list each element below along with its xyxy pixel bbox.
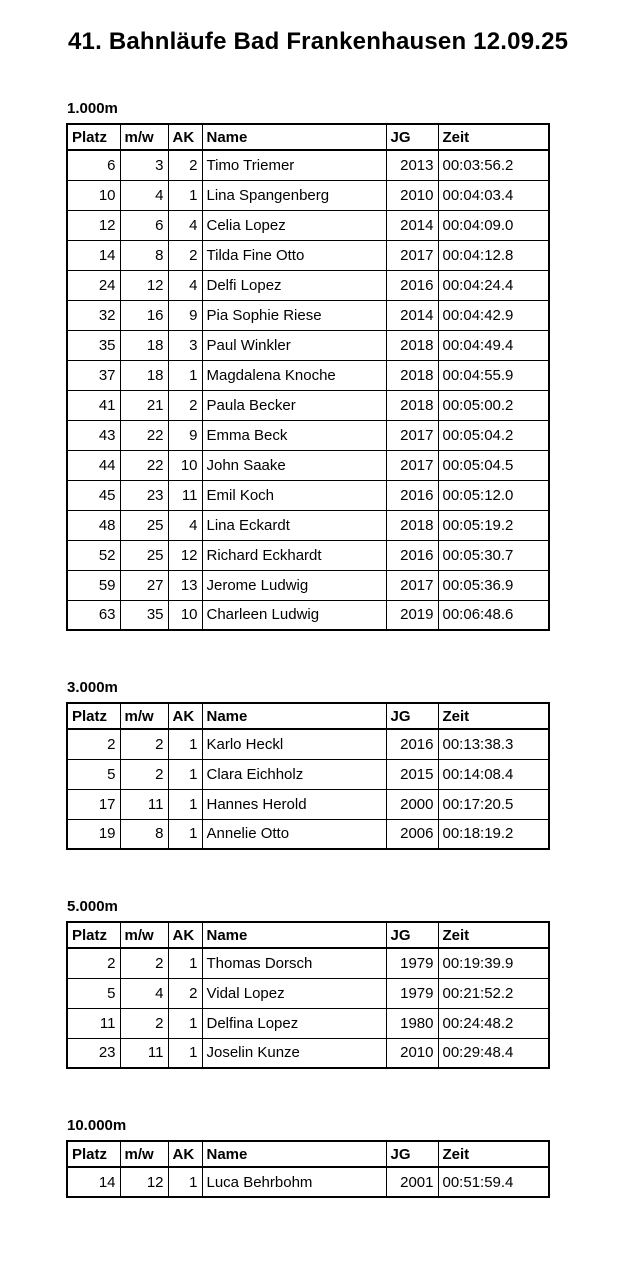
- column-header-platz: Platz: [67, 703, 120, 729]
- cell-name: Emil Koch: [202, 480, 386, 510]
- cell-ak: 12: [168, 540, 202, 570]
- column-header-jg: JG: [386, 922, 438, 948]
- cell-jg: 2016: [386, 540, 438, 570]
- cell-jg: 2001: [386, 1167, 438, 1197]
- cell-ak: 1: [168, 180, 202, 210]
- cell-platz: 37: [67, 360, 120, 390]
- cell-mw: 2: [120, 1008, 168, 1038]
- cell-platz: 11: [67, 1008, 120, 1038]
- cell-platz: 41: [67, 390, 120, 420]
- table-row: [67, 729, 549, 759]
- cell-jg: 2013: [386, 150, 438, 180]
- cell-jg: 2016: [386, 729, 438, 759]
- cell-ak: 13: [168, 570, 202, 600]
- cell-name: John Saake: [202, 450, 386, 480]
- cell-ak: 1: [168, 360, 202, 390]
- column-header-name: Name: [202, 124, 386, 150]
- cell-name: Timo Triemer: [202, 150, 386, 180]
- cell-platz: 2: [67, 729, 120, 759]
- cell-ak: 1: [168, 948, 202, 978]
- cell-zeit: 00:04:09.0: [438, 210, 549, 240]
- cell-zeit: 00:17:20.5: [438, 789, 549, 819]
- results-table: [66, 702, 550, 850]
- cell-mw: 22: [120, 420, 168, 450]
- cell-platz: 6: [67, 150, 120, 180]
- race-title: 1.000m: [67, 100, 118, 117]
- cell-mw: 2: [120, 948, 168, 978]
- cell-jg: 2019: [386, 600, 438, 630]
- cell-zeit: 00:04:03.4: [438, 180, 549, 210]
- table-row: [67, 1167, 549, 1197]
- column-header-name: Name: [202, 1141, 386, 1167]
- column-header-name: Name: [202, 703, 386, 729]
- cell-jg: 2017: [386, 450, 438, 480]
- cell-ak: 1: [168, 1008, 202, 1038]
- cell-zeit: 00:03:56.2: [438, 150, 549, 180]
- cell-zeit: 00:06:48.6: [438, 600, 549, 630]
- column-header-platz: Platz: [67, 1141, 120, 1167]
- table-row: [67, 600, 549, 630]
- cell-zeit: 00:14:08.4: [438, 759, 549, 789]
- cell-ak: 1: [168, 1167, 202, 1197]
- cell-platz: 48: [67, 510, 120, 540]
- table-row: [67, 1038, 549, 1068]
- cell-zeit: 00:05:04.5: [438, 450, 549, 480]
- cell-mw: 2: [120, 729, 168, 759]
- cell-mw: 27: [120, 570, 168, 600]
- cell-ak: 4: [168, 510, 202, 540]
- cell-name: Annelie Otto: [202, 819, 386, 849]
- table-row: [67, 210, 549, 240]
- cell-name: Joselin Kunze: [202, 1038, 386, 1068]
- cell-mw: 4: [120, 978, 168, 1008]
- cell-ak: 4: [168, 270, 202, 300]
- cell-jg: 2014: [386, 210, 438, 240]
- cell-zeit: 00:51:59.4: [438, 1167, 549, 1197]
- cell-mw: 3: [120, 150, 168, 180]
- cell-zeit: 00:19:39.9: [438, 948, 549, 978]
- cell-platz: 52: [67, 540, 120, 570]
- cell-zeit: 00:13:38.3: [438, 729, 549, 759]
- cell-ak: 1: [168, 729, 202, 759]
- cell-ak: 10: [168, 450, 202, 480]
- column-header-jg: JG: [386, 124, 438, 150]
- table-row: [67, 570, 549, 600]
- cell-mw: 11: [120, 789, 168, 819]
- cell-platz: 35: [67, 330, 120, 360]
- cell-platz: 19: [67, 819, 120, 849]
- results-table: [66, 921, 550, 1069]
- table-row: [67, 450, 549, 480]
- column-header-platz: Platz: [67, 124, 120, 150]
- table-row: [67, 300, 549, 330]
- cell-mw: 25: [120, 540, 168, 570]
- cell-zeit: 00:04:55.9: [438, 360, 549, 390]
- cell-zeit: 00:21:52.2: [438, 978, 549, 1008]
- table-row: [67, 819, 549, 849]
- cell-zeit: 00:05:12.0: [438, 480, 549, 510]
- cell-platz: 10: [67, 180, 120, 210]
- results-container: [66, 100, 634, 1198]
- cell-ak: 2: [168, 390, 202, 420]
- cell-mw: 8: [120, 819, 168, 849]
- table-row: [67, 360, 549, 390]
- column-header-zeit: Zeit: [438, 1141, 549, 1167]
- column-header-mw: m/w: [120, 703, 168, 729]
- column-header-ak: AK: [168, 922, 202, 948]
- race-section: [66, 898, 634, 1069]
- cell-ak: 2: [168, 150, 202, 180]
- table-row: [67, 150, 549, 180]
- cell-name: Delfina Lopez: [202, 1008, 386, 1038]
- cell-jg: 2016: [386, 270, 438, 300]
- column-header-zeit: Zeit: [438, 703, 549, 729]
- table-row: [67, 510, 549, 540]
- cell-jg: 2016: [386, 480, 438, 510]
- race-section: [66, 100, 634, 631]
- column-header-zeit: Zeit: [438, 922, 549, 948]
- cell-platz: 32: [67, 300, 120, 330]
- cell-mw: 8: [120, 240, 168, 270]
- cell-name: Lina Eckardt: [202, 510, 386, 540]
- cell-zeit: 00:05:36.9: [438, 570, 549, 600]
- cell-mw: 18: [120, 330, 168, 360]
- cell-jg: 1980: [386, 1008, 438, 1038]
- race-title: 3.000m: [67, 679, 118, 696]
- column-header-ak: AK: [168, 1141, 202, 1167]
- cell-zeit: 00:18:19.2: [438, 819, 549, 849]
- cell-mw: 18: [120, 360, 168, 390]
- cell-mw: 16: [120, 300, 168, 330]
- column-header-jg: JG: [386, 1141, 438, 1167]
- table-row: [67, 270, 549, 300]
- cell-platz: 12: [67, 210, 120, 240]
- cell-mw: 12: [120, 270, 168, 300]
- cell-jg: 2010: [386, 1038, 438, 1068]
- column-header-mw: m/w: [120, 124, 168, 150]
- cell-name: Paula Becker: [202, 390, 386, 420]
- cell-ak: 9: [168, 300, 202, 330]
- cell-mw: 12: [120, 1167, 168, 1197]
- cell-jg: 1979: [386, 978, 438, 1008]
- cell-zeit: 00:04:24.4: [438, 270, 549, 300]
- table-row: [67, 948, 549, 978]
- cell-platz: 45: [67, 480, 120, 510]
- cell-zeit: 00:04:42.9: [438, 300, 549, 330]
- column-header-zeit: Zeit: [438, 124, 549, 150]
- cell-mw: 6: [120, 210, 168, 240]
- cell-platz: 44: [67, 450, 120, 480]
- cell-jg: 2018: [386, 390, 438, 420]
- cell-ak: 1: [168, 759, 202, 789]
- cell-name: Richard Eckhardt: [202, 540, 386, 570]
- cell-ak: 11: [168, 480, 202, 510]
- page-title: 41. Bahnläufe Bad Frankenhausen 12.09.25: [68, 28, 569, 55]
- cell-name: Magdalena Knoche: [202, 360, 386, 390]
- cell-mw: 25: [120, 510, 168, 540]
- cell-name: Lina Spangenberg: [202, 180, 386, 210]
- race-section: [66, 1117, 634, 1198]
- cell-ak: 9: [168, 420, 202, 450]
- cell-ak: 1: [168, 789, 202, 819]
- cell-platz: 5: [67, 978, 120, 1008]
- cell-jg: 2000: [386, 789, 438, 819]
- column-header-ak: AK: [168, 703, 202, 729]
- cell-platz: 5: [67, 759, 120, 789]
- cell-ak: 1: [168, 1038, 202, 1068]
- cell-mw: 22: [120, 450, 168, 480]
- table-row: [67, 480, 549, 510]
- cell-ak: 4: [168, 210, 202, 240]
- cell-jg: 2010: [386, 180, 438, 210]
- cell-zeit: 00:05:30.7: [438, 540, 549, 570]
- table-row: [67, 330, 549, 360]
- cell-platz: 43: [67, 420, 120, 450]
- cell-ak: 3: [168, 330, 202, 360]
- table-row: [67, 180, 549, 210]
- cell-mw: 4: [120, 180, 168, 210]
- cell-name: Celia Lopez: [202, 210, 386, 240]
- table-row: [67, 1008, 549, 1038]
- cell-jg: 2017: [386, 240, 438, 270]
- cell-jg: 2018: [386, 510, 438, 540]
- race-title: 5.000m: [67, 898, 118, 915]
- cell-mw: 11: [120, 1038, 168, 1068]
- cell-name: Luca Behrbohm: [202, 1167, 386, 1197]
- cell-ak: 2: [168, 240, 202, 270]
- header-row: [67, 1141, 549, 1167]
- cell-zeit: 00:05:04.2: [438, 420, 549, 450]
- cell-mw: 21: [120, 390, 168, 420]
- cell-jg: 2018: [386, 360, 438, 390]
- cell-name: Paul Winkler: [202, 330, 386, 360]
- cell-platz: 63: [67, 600, 120, 630]
- results-table: [66, 1140, 550, 1198]
- table-row: [67, 540, 549, 570]
- cell-platz: 59: [67, 570, 120, 600]
- cell-name: Tilda Fine Otto: [202, 240, 386, 270]
- cell-name: Emma Beck: [202, 420, 386, 450]
- cell-ak: 10: [168, 600, 202, 630]
- cell-zeit: 00:04:49.4: [438, 330, 549, 360]
- cell-jg: 2015: [386, 759, 438, 789]
- cell-mw: 2: [120, 759, 168, 789]
- cell-mw: 35: [120, 600, 168, 630]
- cell-zeit: 00:05:19.2: [438, 510, 549, 540]
- header-row: [67, 124, 549, 150]
- table-row: [67, 759, 549, 789]
- table-row: [67, 240, 549, 270]
- cell-jg: 2006: [386, 819, 438, 849]
- table-row: [67, 978, 549, 1008]
- cell-name: Karlo Heckl: [202, 729, 386, 759]
- results-table: [66, 123, 550, 631]
- column-header-jg: JG: [386, 703, 438, 729]
- cell-name: Delfi Lopez: [202, 270, 386, 300]
- cell-name: Pia Sophie Riese: [202, 300, 386, 330]
- cell-zeit: 00:05:00.2: [438, 390, 549, 420]
- cell-name: Clara Eichholz: [202, 759, 386, 789]
- cell-jg: 2017: [386, 420, 438, 450]
- cell-platz: 14: [67, 1167, 120, 1197]
- column-header-ak: AK: [168, 124, 202, 150]
- cell-platz: 2: [67, 948, 120, 978]
- cell-jg: 2018: [386, 330, 438, 360]
- table-row: [67, 390, 549, 420]
- cell-zeit: 00:24:48.2: [438, 1008, 549, 1038]
- cell-zeit: 00:29:48.4: [438, 1038, 549, 1068]
- column-header-mw: m/w: [120, 1141, 168, 1167]
- table-row: [67, 789, 549, 819]
- header-row: [67, 703, 549, 729]
- cell-jg: 1979: [386, 948, 438, 978]
- cell-name: Thomas Dorsch: [202, 948, 386, 978]
- cell-name: Charleen Ludwig: [202, 600, 386, 630]
- cell-platz: 24: [67, 270, 120, 300]
- cell-name: Jerome Ludwig: [202, 570, 386, 600]
- race-title: 10.000m: [67, 1117, 127, 1134]
- column-header-mw: m/w: [120, 922, 168, 948]
- cell-jg: 2017: [386, 570, 438, 600]
- header-row: [67, 922, 549, 948]
- column-header-platz: Platz: [67, 922, 120, 948]
- cell-ak: 1: [168, 819, 202, 849]
- cell-platz: 14: [67, 240, 120, 270]
- cell-platz: 17: [67, 789, 120, 819]
- table-row: [67, 420, 549, 450]
- cell-mw: 23: [120, 480, 168, 510]
- cell-name: Vidal Lopez: [202, 978, 386, 1008]
- cell-zeit: 00:04:12.8: [438, 240, 549, 270]
- cell-platz: 23: [67, 1038, 120, 1068]
- cell-ak: 2: [168, 978, 202, 1008]
- race-section: [66, 679, 634, 850]
- cell-name: Hannes Herold: [202, 789, 386, 819]
- cell-jg: 2014: [386, 300, 438, 330]
- column-header-name: Name: [202, 922, 386, 948]
